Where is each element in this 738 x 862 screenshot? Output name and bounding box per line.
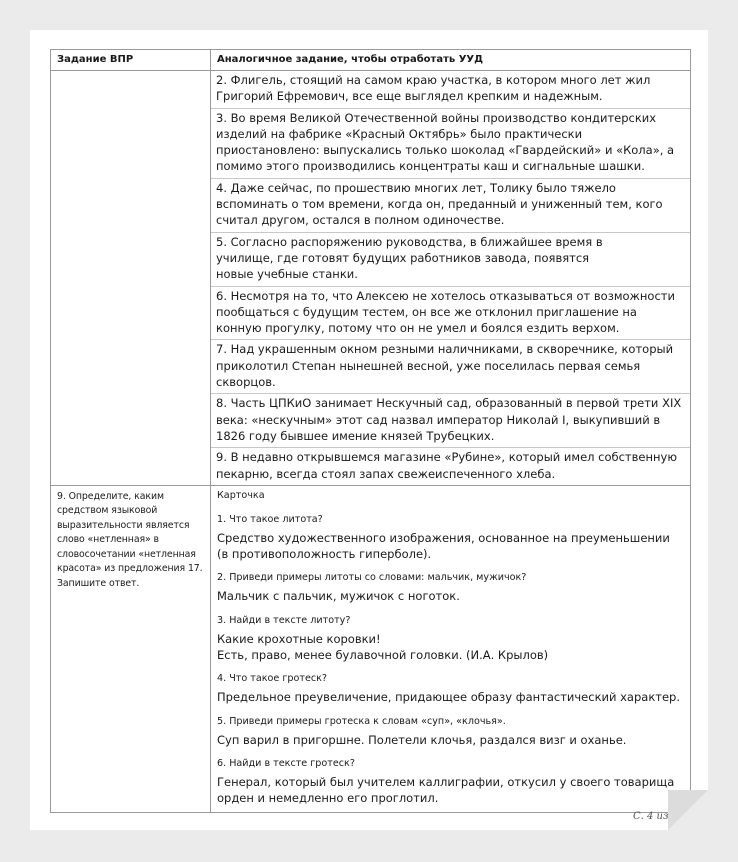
header-similar-task: Аналогичное задание, чтобы отработать УУД xyxy=(211,50,691,71)
sentence-item: 6. Несмотря на то, что Алексею не хотелось отказываться от возможности пообщаться с будущим тестем, он все же отклонил приглашение на конную прогулку, потому что он не умел и боялся ездить верхом. xyxy=(211,287,690,341)
empty-task-cell xyxy=(51,71,211,486)
page-number: С. 4 из 4 xyxy=(633,811,678,822)
card-answer: Средство художественного изображения, основанное на преуменьшении (в противоположность гиперболе). xyxy=(217,530,670,562)
page-corner-fold xyxy=(668,790,708,830)
vpr-question-text: 9. Определите, каким средством языковой выразительности является слово «нетленная» в словосочетании «нетленная красота» из предложения 17. Запишите ответ. xyxy=(57,490,203,589)
card-question: 5. Приведи примеры гротеска к словам «суп», «клочья». xyxy=(217,715,506,727)
sentences-cell xyxy=(211,71,691,486)
card-question: 3. Найди в тексте литоту? xyxy=(217,614,351,626)
sentence-item: 5. Согласно распоряжению руководства, в ближайшее время в училище, где готовят будущих работников завода, появятся новые учебные станки. xyxy=(211,233,690,287)
card-answer: Какие крохотные коровки! Есть, право, менее булавочной головки. (И.А. Крылов) xyxy=(217,631,549,663)
tasks-table xyxy=(50,49,691,813)
card-answer: Суп варил в пригоршне. Полетели клочья, раздался визг и оханье. xyxy=(217,732,627,747)
table-row xyxy=(51,71,691,486)
table-header-row xyxy=(51,50,691,71)
card-question: 4. Что такое гротеск? xyxy=(217,673,328,685)
card-question: 6. Найди в тексте гротеск? xyxy=(217,757,355,769)
card-question: 2. Приведи примеры литоты со словами: мальчик, мужичок? xyxy=(217,572,527,584)
sentence-item: 9. В недавно открывшемся магазине «Рубине», который имел собственную пекарню, всегда стоял запах свежеиспеченного хлеба. xyxy=(216,450,677,481)
card-answer: Предельное преувеличение, придающее образу фантастический характер. xyxy=(217,690,681,705)
sentence-item: 7. Над украшенным окном резными наличниками, в скворечнике, который приколотил Степан нынешней весной, уже поселилась первая семья скворцов. xyxy=(211,340,690,394)
card-answer: Мальчик с пальчик, мужичок с ноготок. xyxy=(217,589,460,604)
sentence-item: 8. Часть ЦПКиО занимает Нескучный сад, образованный в первой трети XIX века: «нескучным» этот сад назвал император Николай I, выкупивший в 1826 году бывшее имение князей Трубецких. xyxy=(211,394,690,448)
card-question: 1. Что такое литота? xyxy=(217,513,323,525)
card-cell xyxy=(211,485,691,812)
sentence-item: 3. Во время Великой Отечественной войны производство кондитерских изделий на фабрике «Красный Октябрь» было практически приостановлено: выпускались только шоколад «Гвардейский» и «Кола», а помимо этого производились концентраты каш и сигнальные шашки. xyxy=(211,109,690,179)
header-vpr-task: Задание ВПР xyxy=(51,50,211,71)
table-row xyxy=(51,485,691,812)
sentence-item: 2. Флигель, стоящий на самом краю участка, в котором много лет жил Григорий Ефремович, все еще выглядел крепким и надежным. xyxy=(211,71,690,109)
card-title: Карточка xyxy=(217,489,265,501)
vpr-question-cell xyxy=(51,485,211,812)
document-page xyxy=(30,30,708,830)
card-answer: Генерал, который был учителем каллиграфии, откусил у своего товарища орден и немедленно его проглотил. xyxy=(217,774,675,806)
sentence-item: 4. Даже сейчас, по прошествию многих лет, Толику было тяжело вспоминать о том времени, когда он, преданный и униженный тем, кого считал другом, остался в полном одиночестве. xyxy=(211,179,690,233)
